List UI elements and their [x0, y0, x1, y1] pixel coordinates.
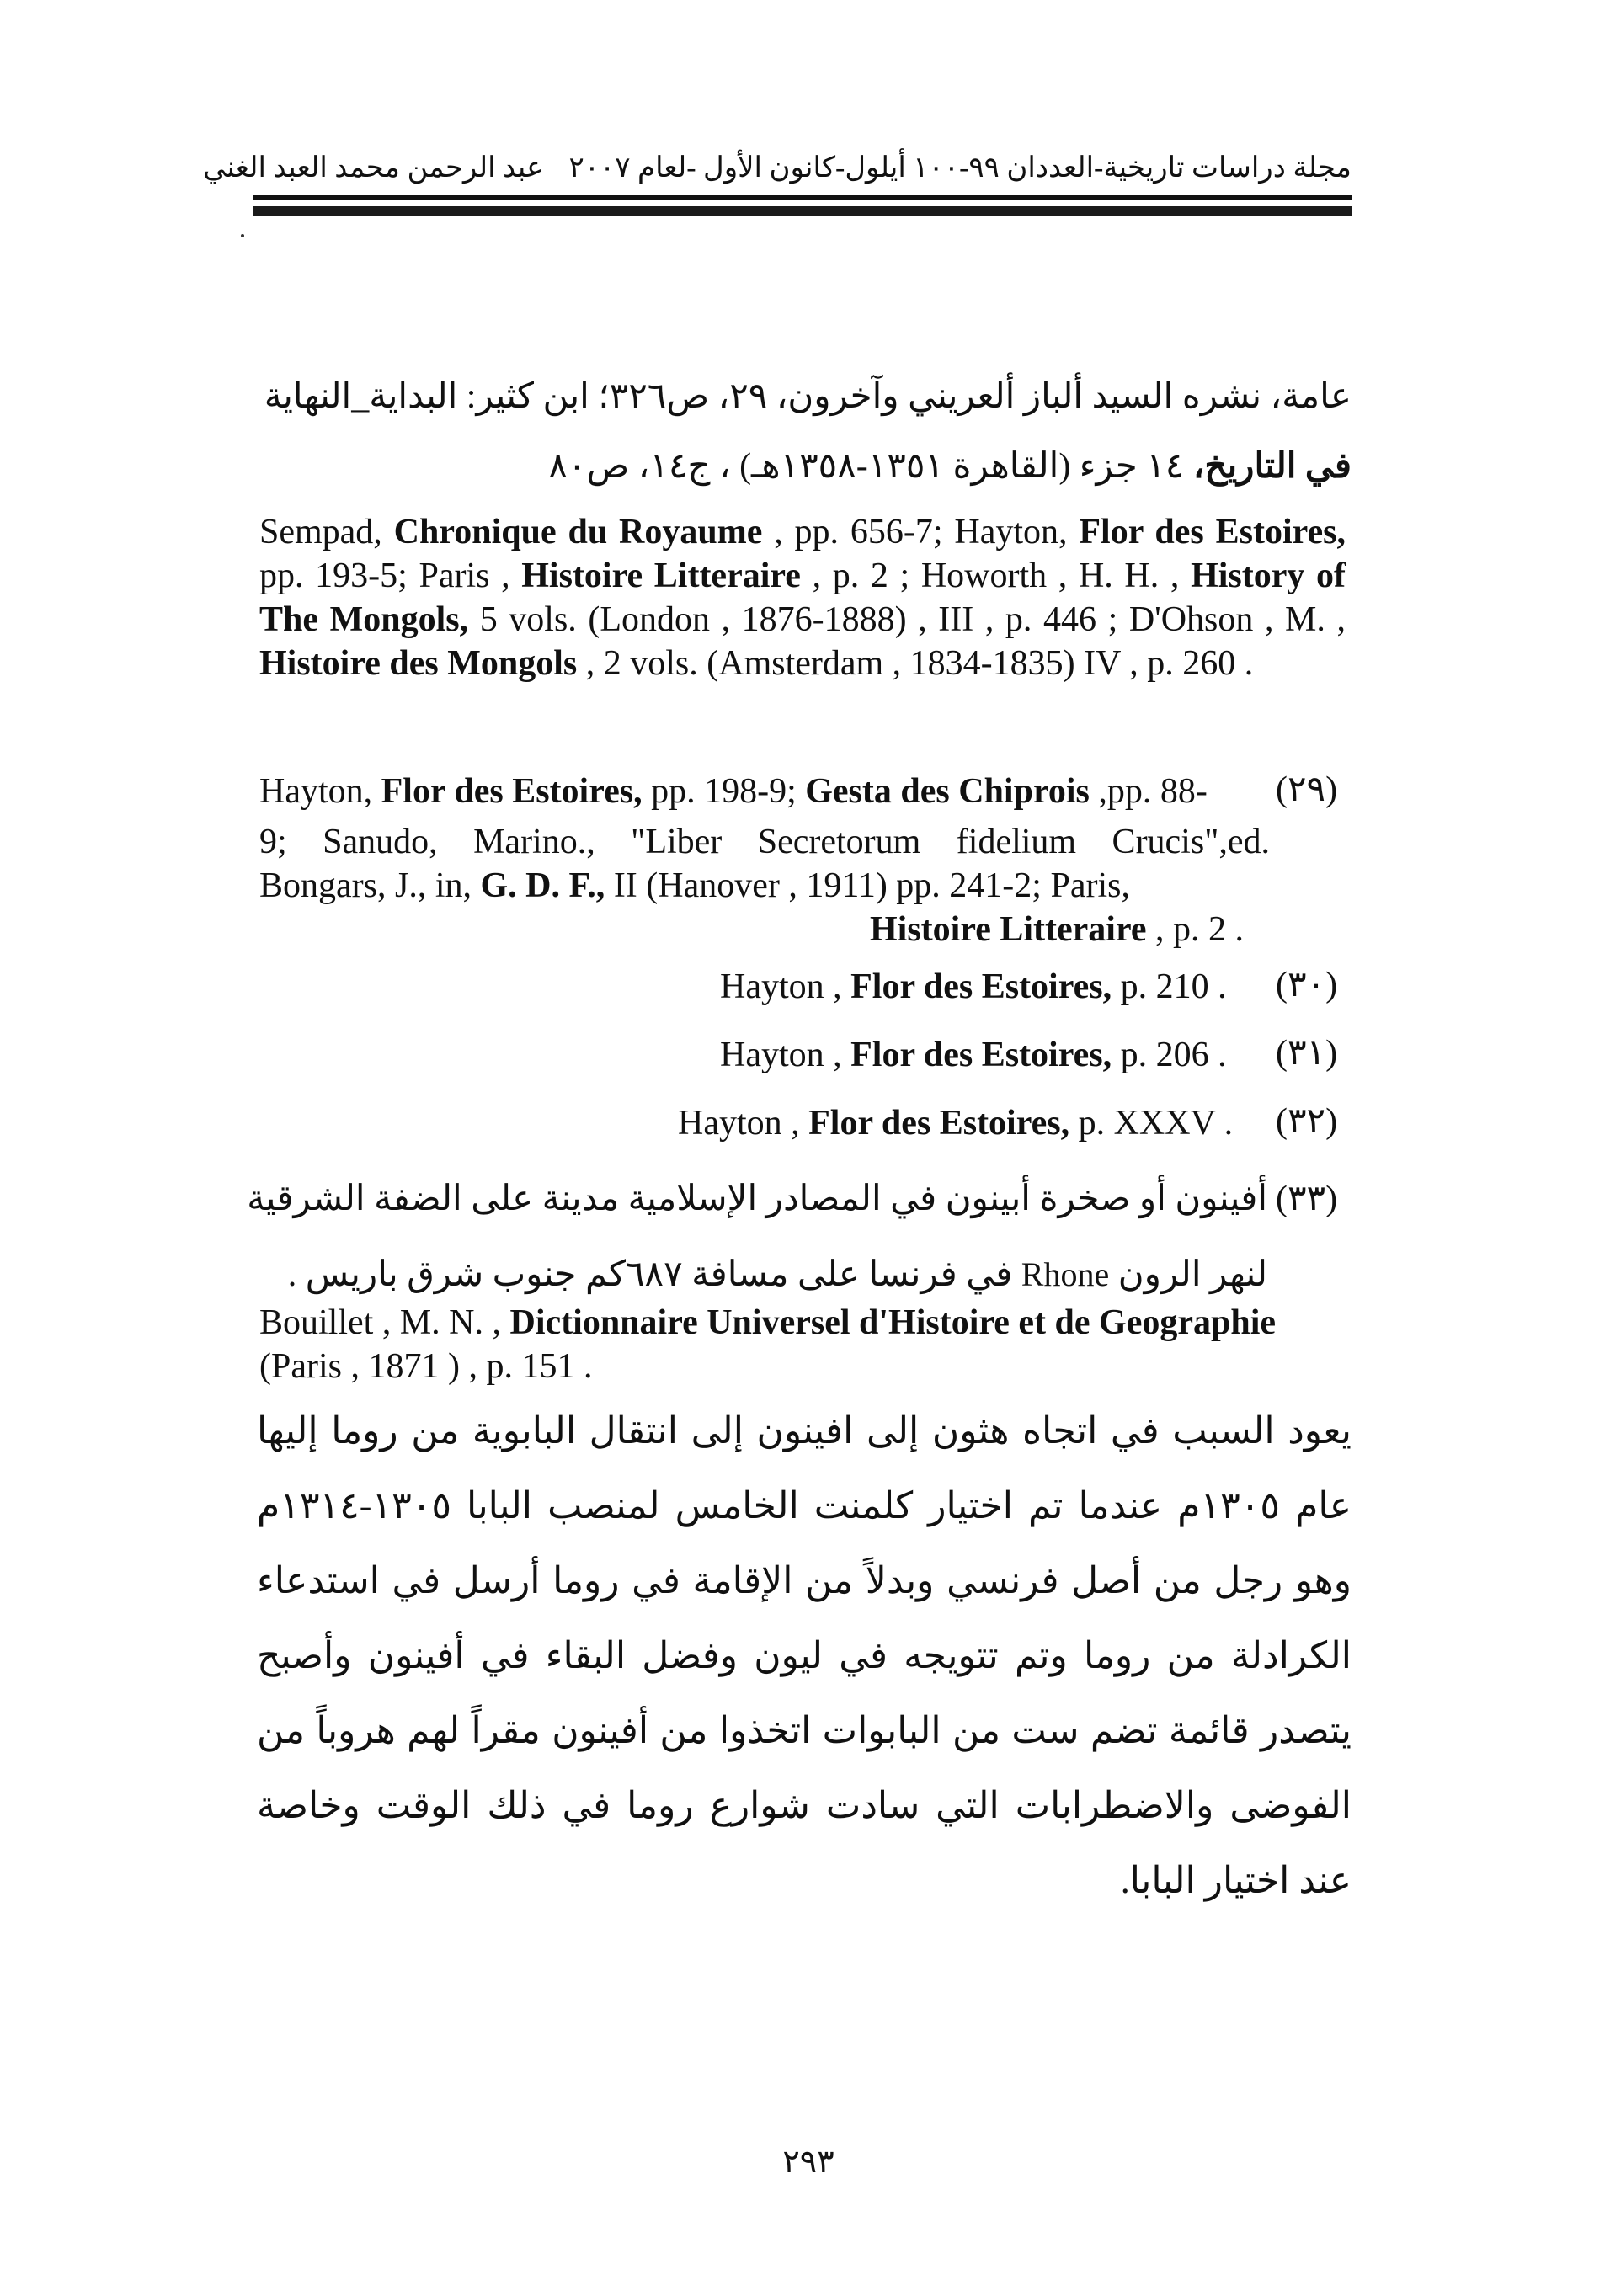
- continued-note-english-run-2: , pp. 656-7; Hayton,: [762, 513, 1080, 551]
- note-33-english-line-2: (Paris , 1871 ) , p. 151 .: [259, 1347, 593, 1386]
- continued-note-english-run-7: History of The Mongols,: [259, 557, 1346, 639]
- continued-note-english-run-0: Sempad,: [259, 513, 394, 551]
- book-title-bold: في التاريخ،: [1192, 447, 1352, 486]
- continued-note-arabic-rest: ١٤ جزء (القاهرة ١٣٥١-١٣٥٨هـ) ، ج١٤، ص٨٠: [548, 447, 1193, 486]
- header-rule-bar: [253, 206, 1352, 216]
- note-29-number: (٢٩): [1276, 770, 1338, 809]
- note-32-text: Hayton , Flor des Estoires, p. XXXV .: [678, 1104, 1234, 1143]
- continued-note-english-run-8: 5 vols. (London , 1876-1888) , III , p. 446 ; D'Ohson , M. ,: [468, 600, 1346, 639]
- note-32-number: (٣٢): [1276, 1102, 1338, 1141]
- journal-title: مجلة دراسات تاريخية-العددان ٩٩-١٠٠ أيلول-كانون الأول -لعام ٢٠٠٧: [568, 152, 1352, 184]
- note-29-line-3: Bongars, J., in, G. D. F., II (Hanover , 1911) pp. 241-2; Paris,: [259, 866, 1130, 905]
- note-31-text: Hayton , Flor des Estoires, p. 206 .: [720, 1036, 1227, 1074]
- note-33-arabic-line-2: لنهر الرون Rhone في فرنسا على مسافة ٦٨٧كم جنوب شرق باريس .: [287, 1255, 1267, 1294]
- note-29-line-4: Histoire Litteraire , p. 2 .: [870, 910, 1244, 949]
- margin-dot: [241, 234, 244, 237]
- note-33-number: (٣٣): [1276, 1180, 1338, 1218]
- note-29-line-1-run-2: pp. 198-9;: [642, 772, 806, 811]
- note-29-line-2: 9; Sanudo, Marino., "Liber Secretorum fidelium Crucis",ed.: [259, 823, 1270, 861]
- note-31-number: (٣١): [1276, 1034, 1338, 1073]
- running-header: [203, 147, 1352, 189]
- body-paragraph: يعود السبب في اتجاه هثون إلى افينون إلى انتقال البابوية من روما إليها عام ١٣٠٥م عندما تم اختيار كلمنت الخامس لمنصب البابا ١٣٠٥-١٣١٤م وهو رجل من أصل فرنسي وبدلاً من الإقامة في روما أرسل في استدعاء الكرادلة من روما وتم تتويجه في ليون وفضل البقاء في أفينون وأصبح يتصدر قائمة تضم ست من البابوات اتخذوا من أفينون مقراً لهم هروباً من الفوضى والاضطرابات التي سادت شوارع روما في ذلك الوقت وخاصة عند اختيار البابا.: [257, 1410, 1352, 1901]
- note-29-line-1-run-3: Gesta des Chiprois: [805, 772, 1090, 811]
- note-29-line-1: [259, 770, 1208, 813]
- continued-note-english-run-10: , 2 vols. (Amsterdam , 1834-1835) IV , p. 260 .: [577, 644, 1254, 683]
- continued-note-english-run-3: Flor des Estoires,: [1079, 513, 1346, 551]
- header-rule-thick: [253, 195, 1352, 200]
- note-29-line-1-run-4: ,pp. 88-: [1089, 772, 1208, 811]
- continued-note-english: [259, 510, 1346, 685]
- continued-note-arabic-line-1: عامة، نشره السيد ألباز ألعريني وآخرون، ٢٩، ص٣٢٦؛ ابن كثير: البداية_النهاية: [264, 377, 1352, 416]
- note-33-english-line-1: Bouillet , M. N. , Dictionnaire Universel d'Histoire et de Geographie: [259, 1303, 1277, 1342]
- page-number: ٢٩٣: [782, 2144, 834, 2180]
- author-name: عبد الرحمن محمد العبد الغني: [203, 152, 544, 184]
- continued-note-english-run-1: Chronique du Royaume: [393, 513, 763, 551]
- note-30-text: Hayton , Flor des Estoires, p. 210 .: [720, 967, 1227, 1006]
- note-29-line-1-run-0: Hayton,: [259, 772, 381, 811]
- note-30-number: (٣٠): [1276, 966, 1338, 1004]
- continued-note-english-run-9: Histoire des Mongols: [259, 644, 578, 683]
- continued-note-english-run-6: , p. 2 ; Howorth , H. H. ,: [800, 557, 1192, 595]
- continued-note-english-run-5: Histoire Litteraire: [521, 557, 801, 595]
- note-33-arabic-line-1: أفينون أو صخرة أبينون في المصادر الإسلامية مدينة على الضفة الشرقية: [247, 1180, 1267, 1218]
- continued-note-english-run-4: pp. 193-5; Paris ,: [259, 557, 522, 595]
- continued-note-arabic-line-2: [548, 445, 1352, 487]
- note-29-line-1-run-1: Flor des Estoires,: [381, 772, 643, 811]
